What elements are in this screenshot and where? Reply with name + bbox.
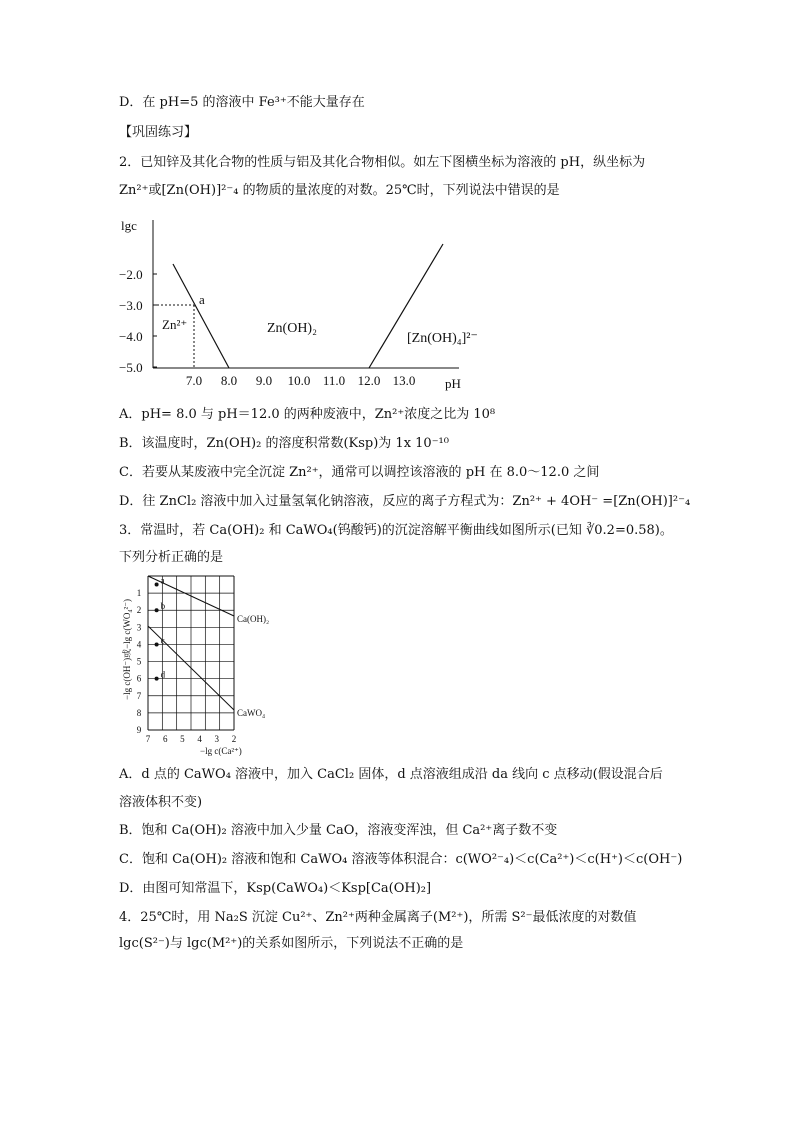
point-c (155, 642, 159, 646)
point-a-label: a (199, 292, 205, 307)
zincate-series-line (369, 244, 443, 368)
q2-option-c: C．若要从某废液中完全沉淀 Zn²⁺，通常可以调控该溶液的 pH 在 8.0～12.0 之间 (119, 465, 600, 480)
y-tick-label: 2 (136, 605, 142, 616)
x-tick-label: 6 (162, 734, 168, 744)
y-tick-label: −3.0 (119, 298, 143, 313)
section-heading: 【巩固练习】 (119, 125, 198, 140)
y-tick-label: −5.0 (119, 360, 143, 375)
x-tick-label: 13.0 (392, 373, 416, 388)
x-tick-label: 3 (214, 734, 220, 744)
q3-option-a-1: A．d 点的 CaWO₄ 溶液中，加入 CaCl₂ 固体，d 点溶液组成沿 da 线向 c 点移动(假设混合后 (119, 767, 663, 782)
x-tick-label: 4 (197, 734, 202, 744)
y-tick-label: 5 (136, 656, 142, 667)
zn-ph-chart (119, 208, 479, 393)
q2-option-b: B．该温度时，Zn(OH)₂ 的溶度积常数(Ksp)为 1x 10⁻¹⁰ (119, 436, 449, 451)
region-label-zincate: [Zn(OH)₄]²⁻ (407, 331, 478, 346)
y-tick-label: 3 (136, 622, 142, 633)
q2-stem-2: Zn²⁺或[Zn(OH)]²⁻₄ 的物质的量浓度的对数。25℃时，下列说法中错误的是 (119, 183, 560, 198)
q3-option-a-2: 溶液体积不变) (119, 795, 203, 810)
x-tick-label: 9.0 (255, 373, 273, 388)
y-tick-label: −4.0 (119, 329, 143, 344)
zn2-series-line (173, 264, 229, 368)
q1-option-d: D．在 pH=5 的溶液中 Fe³⁺不能大量存在 (119, 95, 365, 110)
x-tick-label: 2 (231, 734, 237, 744)
q2-option-a: A．pH= 8.0 与 pH＝12.0 的两种废液中，Zn²⁺浓度之比为 10⁸ (119, 407, 496, 422)
point-label-c: c (160, 635, 165, 646)
x-axis-label: pH (445, 376, 461, 391)
q3-option-c: C．饱和 Ca(OH)₂ 溶液和饱和 CaWO₄ 溶液等体积混合：c(WO²⁻₄)＜c(Ca²⁺)＜c(H⁺)＜c(OH⁻) (119, 852, 683, 867)
x-tick-label: 11.0 (322, 373, 346, 388)
ca-solubility-chart (112, 570, 302, 760)
q3-option-b: B．饱和 Ca(OH)₂ 溶液中加入少量 CaO，溶液变浑浊，但 Ca²⁺离子数不变 (119, 823, 558, 838)
region-label-znoh2: Zn(OH)₂ (267, 321, 317, 336)
point-a (155, 583, 159, 587)
y-tick-label: 1 (136, 588, 142, 599)
q3-stem-1: 3．常温时，若 Ca(OH)₂ 和 CaWO₄(钨酸钙)的沉淀溶解平衡曲线如图所示(已知 ∛0.2=0.58)。 (119, 523, 673, 538)
y-tick-label: −2.0 (119, 267, 143, 282)
q2-stem-1: 2．已知锌及其化合物的性质与铝及其化合物相似。如左下图横坐标为溶液的 pH，纵坐标为 (119, 155, 646, 170)
q2-option-d: D．往 ZnCl₂ 溶液中加入过量氢氧化钠溶液，反应的离子方程式为：Zn²⁺ + 4OH⁻ =[Zn(OH)]²⁻₄ (119, 494, 691, 509)
q4-stem-2: lgc(S²⁻)与 lgc(M²⁺)的关系如图所示，下列说法不正确的是 (119, 936, 464, 951)
point-d (155, 677, 159, 681)
q3-option-d: D．由图可知常温下，Ksp(CaWO₄)＜Ksp[Ca(OH)₂] (119, 881, 432, 896)
y-tick-label: 9 (136, 725, 142, 735)
region-label-zn2: Zn²⁺ (162, 317, 188, 332)
y-tick-label: 4 (136, 639, 142, 650)
q3-stem-2: 下列分析正确的是 (119, 550, 224, 565)
y-axis-label: lgc (121, 218, 137, 233)
y-axis-label: −lg c(OH⁻)或−lg c(WO₄²⁻) (122, 599, 132, 700)
series-label-cawo4: CaWO₄ (237, 708, 266, 718)
x-tick-label: 8.0 (220, 373, 238, 388)
y-tick-label: 8 (136, 707, 142, 718)
point-label-d: d (160, 669, 166, 680)
x-tick-label: 10.0 (287, 373, 311, 388)
x-tick-label: 7.0 (185, 373, 203, 388)
point-b (155, 608, 159, 612)
x-tick-label: 5 (180, 734, 185, 744)
y-tick-label: 6 (136, 673, 142, 684)
point-label-a: a (160, 575, 165, 586)
y-tick-label: 7 (136, 690, 142, 701)
x-tick-label: 12.0 (357, 373, 381, 388)
x-tick-label: 7 (145, 734, 151, 744)
x-axis-label: −lg c(Ca²⁺) (200, 746, 242, 756)
q4-stem-1: 4．25℃时，用 Na₂S 沉淀 Cu²⁺、Zn²⁺两种金属离子(M²⁺)，所需 S²⁻最低浓度的对数值 (119, 910, 637, 925)
point-label-b: b (160, 601, 166, 612)
series-label-caoh2: Ca(OH)₂ (237, 614, 270, 624)
